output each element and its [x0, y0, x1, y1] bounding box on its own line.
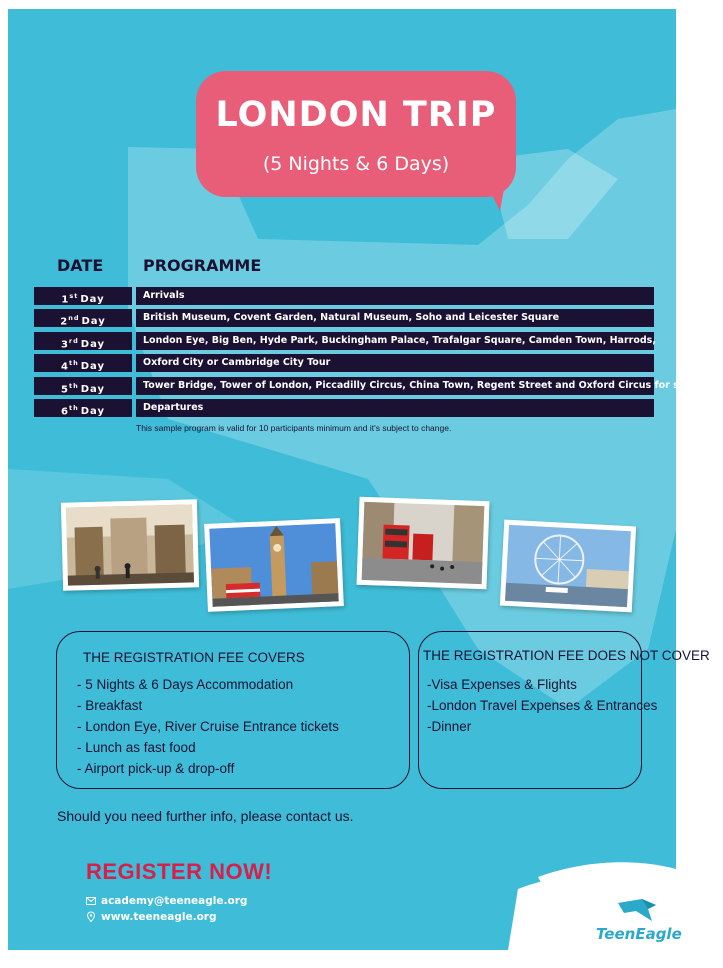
programme-row [34, 287, 654, 305]
day-number: 5 [61, 384, 69, 396]
location-icon [86, 912, 96, 922]
day-word: Day [80, 294, 105, 306]
museum-photo [61, 499, 199, 591]
day-word: Day [80, 384, 105, 396]
day-number: 3 [60, 339, 69, 351]
london-eye-photo [500, 520, 636, 613]
day-word: Day [80, 339, 106, 351]
logo-text: TeenEagle [596, 925, 682, 943]
website-contact[interactable] [86, 911, 217, 923]
day-cell [34, 332, 132, 350]
email-text[interactable]: academy@teeneagle.org [101, 895, 248, 907]
street-bus-photo-image [362, 502, 485, 584]
day-number: 4 [61, 361, 69, 373]
programme-header: PROGRAMME [143, 256, 262, 275]
programme-cell: Arrivals [136, 287, 654, 305]
day-number: 2 [60, 316, 69, 328]
page-title: LONDON TRIP [215, 95, 497, 135]
london-eye-photo-image [505, 525, 631, 607]
date-header: DATE [57, 256, 104, 275]
day-word: Day [80, 361, 105, 373]
fee-not-covers-item: -London Travel Expenses & Entrances [427, 698, 658, 713]
email-contact[interactable] [86, 895, 247, 907]
page-subtitle: (5 Nights & 6 Days) [262, 153, 450, 175]
fee-covers-item: - London Eye, River Cruise Entrance tickets [77, 719, 339, 734]
register-heading: REGISTER NOW! [86, 859, 273, 884]
website-text[interactable]: www.teeneagle.org [101, 911, 217, 923]
programme-row [34, 309, 654, 327]
day-cell [34, 287, 132, 305]
street-bus-photo [357, 497, 490, 589]
day-ordinal: th [68, 382, 79, 390]
programme-cell: London Eye, Big Ben, Hyde Park, Buckingham Palace, Trafalgar Square, Camden Town, Harrods, [136, 332, 654, 350]
day-ordinal: rd [68, 337, 79, 345]
programme-row [34, 377, 723, 396]
contact-note: Should you need further info, please contact us. [57, 808, 354, 824]
day-cell [34, 354, 132, 372]
fee-covers-box [56, 631, 410, 789]
fee-covers-item: - Airport pick-up & drop-off [77, 761, 235, 776]
eagle-icon [618, 899, 656, 923]
program-note: This sample program is valid for 10 participants minimum and it's subject to change. [136, 423, 452, 433]
teeneagle-logo [596, 897, 682, 945]
fee-covers-item: - Breakfast [77, 698, 143, 713]
day-cell [34, 399, 132, 417]
fee-not-covers-list [427, 674, 657, 737]
day-word: Day [81, 316, 106, 328]
fee-covers-item: - 5 Nights & 6 Days Accommodation [77, 677, 294, 692]
fee-not-covers-box [418, 631, 710, 789]
day-ordinal: nd [68, 314, 80, 322]
fee-covers-item: - Lunch as fast food [77, 740, 196, 755]
big-ben-photo [204, 518, 344, 612]
programme-cell: Tower Bridge, Tower of London, Piccadilly Circus, China Town, Regent Street and Oxford Circus for shopping [136, 377, 654, 395]
fee-covers-list [77, 674, 339, 779]
big-ben-photo-image [209, 523, 338, 606]
day-cell [34, 377, 132, 395]
flyer-page [8, 9, 723, 950]
fee-covers-title: THE REGISTRATION FEE COVERS [83, 650, 305, 665]
day-number: 6 [61, 406, 69, 418]
day-ordinal: th [68, 359, 79, 367]
programme-row [34, 332, 654, 350]
day-word: Day [80, 406, 105, 418]
programme-cell: Oxford City or Cambridge City Tour [136, 354, 654, 372]
museum-photo-image [66, 504, 194, 585]
day-cell [34, 309, 132, 327]
programme-row [34, 354, 654, 372]
day-ordinal: st [69, 292, 79, 300]
programme-row [34, 399, 654, 417]
fee-not-covers-item: -Visa Expenses & Flights [427, 677, 577, 692]
day-number: 1 [61, 294, 70, 306]
programme-cell: British Museum, Covent Garden, Natural Museum, Soho and Leicester Square [136, 309, 654, 327]
day-ordinal: th [68, 404, 79, 412]
fee-not-covers-item: -Dinner [427, 719, 472, 734]
title-banner [196, 71, 516, 197]
programme-cell: Departures [136, 399, 654, 417]
fee-not-covers-title: THE REGISTRATION FEE DOES NOT COVER [423, 648, 710, 663]
mail-icon [86, 896, 96, 906]
